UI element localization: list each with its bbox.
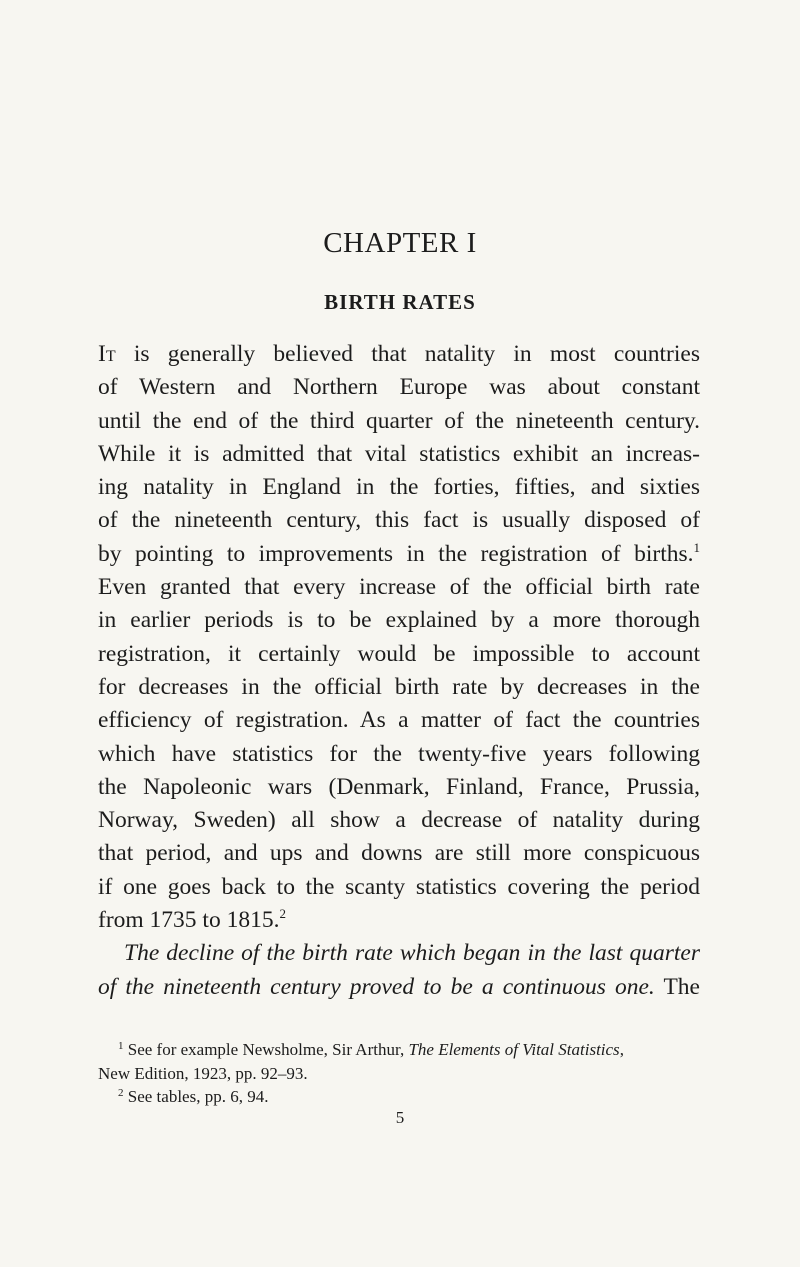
footnote-ref[interactable]: 1 [693,539,700,555]
text-line: While it is admitted that vital statistics exhibit an increas- [98,440,700,467]
chapter-title: BIRTH RATES [324,290,476,314]
footnote-1-continued: New Edition, 1923, pp. 92–93. [98,1063,308,1083]
text-line: registration, it certainly would be impossible to account [98,640,700,667]
drop-word: It [98,341,116,367]
text-line: ing natality in England in the forties, fifties, and sixties [98,474,700,501]
text-line: efficiency of registration. As a matter of fact the countries [98,707,700,734]
page-number: 5 [395,1108,405,1127]
footnote-ref[interactable]: 2 [279,906,286,922]
text-line: by pointing to improvements in the registration of births.$^1$ [98,539,700,567]
text-line: of Western and Northern Europe was about constant [98,374,700,401]
text-line: in earlier periods is to be explained by a more thorough [98,607,700,634]
chapter-heading: CHAPTER I [323,227,477,259]
text-line: of the nineteenth century proved to be a continuous one. The [98,973,700,1000]
text-line: that period, and ups and downs are still more conspicuous [98,840,700,867]
text-line: from 1735 to 1815.$^2$ [98,906,286,934]
text-line: Norway, Sweden) all show a decrease of natality during [98,807,700,834]
text-line: until the end of the third quarter of the nineteenth century. [98,407,700,434]
text-line: the Napoleonic wars (Denmark, Finland, France, Prussia, [98,773,700,800]
body-text [98,338,700,1004]
text-line: of the nineteenth century, this fact is usually disposed of [98,507,700,534]
footnote-2: $^2$ See tables, pp. 6, 94. [118,1087,269,1106]
text-line: which have statistics for the twenty-five years following [98,740,700,767]
text-line: The decline of the birth rate which began in the last quarter [124,940,700,967]
footnote-1: $^1$ See for example Newsholme, Sir Arthur, The Elements of Vital Statistics, [118,1040,624,1059]
text-line: It is generally believed that natality in most countries [98,341,700,367]
footnotes [98,1038,700,1109]
text-line: for decreases in the official birth rate by decreases in the [98,673,700,700]
text-line: Even granted that every increase of the official birth rate [98,574,700,601]
text-line: if one goes back to the scanty statistics covering the period [98,873,700,900]
